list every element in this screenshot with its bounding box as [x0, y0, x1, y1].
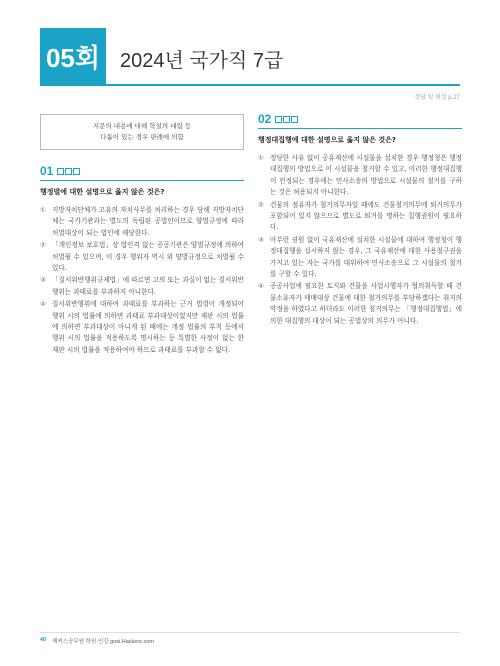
right-column — [258, 110, 462, 328]
option-marker: ① — [258, 154, 264, 162]
exam-title: 2024년 국가직 7급 — [120, 50, 284, 72]
question-2-rule — [258, 128, 462, 129]
check-box-icon — [73, 168, 80, 175]
question-2-number: 02 — [258, 112, 272, 126]
option — [258, 281, 462, 327]
question-2-header — [258, 112, 462, 126]
question-1-options — [40, 205, 244, 356]
option-text: 질서위반행위에 대하여 과태료를 부과하는 근거 법령이 개정되어 행위 시의 법률에 의하면 과태료 부과대상이었지만 재판 시의 법률에 의하면 부과대상이 아니게 된 때에는 개정 법률의 부칙 등에서 행위 시의 법률을 적용하도록 명시하는 등 특별한 사정이 없는 한 재판 시의 법률을 적용하여야 하므로 과태료를 부과할 수 없다. — [52, 300, 244, 354]
option — [258, 235, 462, 281]
check-boxes — [57, 168, 80, 175]
page-number: 40 — [40, 637, 47, 643]
footer — [40, 637, 154, 645]
question-1-number: 01 — [40, 164, 54, 178]
check-box-icon — [275, 116, 282, 123]
option-marker: ④ — [258, 282, 264, 291]
option-marker: ② — [40, 241, 46, 250]
option-marker: ④ — [40, 300, 46, 309]
question-1-prompt: 행정벌에 대한 설명으로 옳지 않은 것은? — [40, 188, 165, 196]
header-divider — [40, 84, 460, 86]
option — [40, 275, 244, 298]
option — [40, 240, 244, 274]
option-text: 정당한 사유 없이 공유재산에 시설물을 설치한 경우 행정청은 행정대집행의 방법으로 이 시설물을 철거할 수 있고, 이러한 행정대집행이 인정되는 경우에는 민사소송의 방법으로 시설물의 철거를 구하는 것은 허용되지 아니한다. — [270, 154, 462, 197]
question-2-options — [258, 153, 462, 327]
left-column — [40, 110, 244, 357]
option-text: 지방자치단체가 고유의 자치사무를 처리하는 경우 당해 지방자치단체는 국가기관과는 별도의 독립된 공법인이므로 양벌규정에 따라 처벌대상이 되는 법인에 해당한다. — [52, 206, 244, 237]
option — [40, 299, 244, 356]
answer-page-reference: 정답 및 해설 p.27 — [414, 95, 460, 101]
exam-round-badge: 05회 — [40, 28, 106, 84]
instruction-line-1: 지문의 내용에 대해 학설의 대립 등 — [92, 122, 192, 130]
option-text: 「개인정보 보호법」상 법인격 없는 공공기관은 양벌규정에 의하여 처벌될 수 있으며, 이 경우 행위자 역시 위 양벌규정으로 처벌될 수 있다. — [52, 241, 244, 273]
check-box-icon — [65, 168, 72, 175]
option-text: 공공사업에 필요한 토지와 건물을 사업시행자가 협의취득할 때 건물소유자가 매매대상 건물에 대한 철거의무를 부담하겠다는 취지의 약정을 하였다고 하더라도 이러한 철거의무는 「행정대집행법」에 의한 대집행의 대상이 되는 공법상의 의무가 아니다. — [270, 282, 462, 325]
option-marker: ② — [258, 200, 264, 209]
option-text: 아무런 권원 없이 국유재산에 설치한 시설물에 대하여 행정청이 행정대집행을 실시하지 않는 경우, 그 국유재산에 대한 사용청구권을 가지고 있는 자는 국가를 대위하여 민사소송으로 그 시설물의 철거를 구할 수 있다. — [270, 235, 462, 279]
instruction-line-2: 다툼이 있는 경우 판례에 의함 — [100, 133, 184, 141]
question-2-prompt: 행정대집행에 대한 설명으로 옳지 않은 것은? — [258, 136, 396, 144]
option-marker: ① — [40, 206, 46, 214]
footer-publisher: 해커스공무원 학원·인강 gosi.Hackers.com — [52, 639, 154, 645]
check-box-icon — [291, 116, 298, 123]
option-marker: ③ — [258, 235, 264, 244]
option — [258, 200, 462, 234]
check-box-icon — [283, 116, 290, 123]
footer-divider — [40, 632, 460, 633]
option-marker: ③ — [40, 276, 46, 285]
instruction-box — [40, 114, 244, 150]
option-text: 「질서위반행위규제법」에 따르면 고의 또는 과실이 없는 질서위반행위는 과태료를 부과하지 아니한다. — [52, 276, 244, 296]
option — [258, 153, 462, 199]
question-1-header — [40, 164, 244, 178]
option-text: 건물의 점유자가 철거의무자일 때에도 건물철거의무에 퇴거의무가 포함되어 있지 않으므로 별도로 퇴거를 명하는 집행권원이 필요하다. — [270, 200, 462, 232]
question-1-rule — [40, 180, 244, 181]
option — [40, 205, 244, 239]
check-box-icon — [57, 168, 64, 175]
check-boxes — [275, 116, 298, 123]
